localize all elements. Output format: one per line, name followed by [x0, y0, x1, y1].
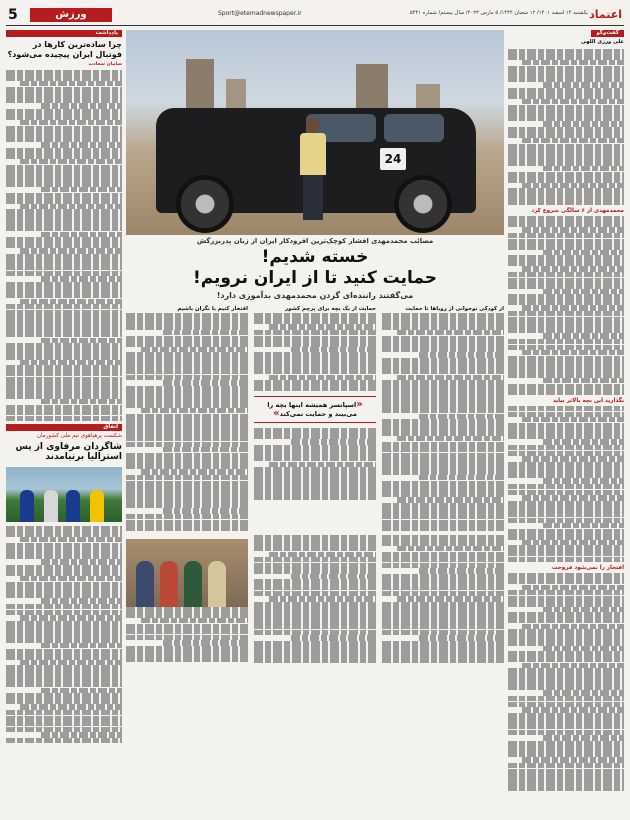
story-col-1 — [382, 304, 504, 531]
story-kicker: مصائب محمدمهدی افشار کوچک‌ترین افرودکار ایران از زبان پدربزرگش — [196, 237, 434, 245]
interview-author: علی ورزی اللهی — [581, 39, 624, 46]
dateline: یکشنبه ۱۴ اسفند ۱۴۰۱/ ۱۲ شعبان ۱۴۴۴/ ۵ مارس ۲۰۲۳/ سال بیستم/ شماره ۵۴۴۱ — [409, 10, 588, 16]
note-tag: یادداشت — [6, 30, 122, 37]
interview-tag-row — [508, 30, 624, 37]
events-kicker: شکست پرهیاهوی تیم ملی کشورمان — [36, 433, 122, 440]
left-column — [6, 30, 122, 746]
story-subhead: می‌گفتند راننده‌ای گردن محمدمهدی بدآموزی دارد! — [216, 291, 414, 301]
main-photo — [126, 30, 504, 235]
interview-subhead-2: بگذارید این بچه بالاتر بیاید — [552, 397, 624, 404]
interview-body-3 — [508, 406, 624, 562]
note-body — [6, 70, 122, 421]
interview-subhead-3: افتخار را نمی‌شود فروخت — [551, 564, 624, 571]
interview-body-4 — [508, 573, 624, 790]
interview-body — [508, 49, 624, 205]
note-headline: چرا ساده‌ترین کارها در فوتبال ایران پیچیده می‌شود؟ — [7, 40, 122, 59]
kids-photo — [126, 539, 248, 607]
truck-number: 24 — [380, 148, 406, 170]
events-body — [6, 526, 122, 743]
page-number: 5 — [8, 7, 18, 23]
events-tag: اتفاق — [6, 424, 122, 431]
story-col-2 — [254, 304, 376, 531]
section-label: ورزش — [30, 8, 112, 22]
masthead — [6, 6, 624, 26]
newspaper-logo: اعتماد — [589, 8, 622, 21]
interview-subhead-1: محمدمهدی از ۶ سالگی شروع کرد — [531, 207, 624, 214]
interview-tag: گفت‌وگو — [591, 30, 624, 37]
story-lower — [126, 535, 504, 663]
right-column — [508, 30, 624, 794]
col-heading: از کودکی نوجوانی از رویاها تا حمایت — [405, 305, 504, 312]
pull-quote-text: اسپانسر همیشه اینها بچه را می‌بیند و حمایت نمی‌کند — [267, 401, 357, 418]
boy-figure — [298, 118, 328, 223]
pull-quote: «اسپانسر همیشه اینها بچه را می‌بیند و حمایت نمی‌کند» — [254, 396, 376, 423]
story-headline: خسته شدیم! — [261, 247, 369, 268]
story-headline-2: حمایت کنید تا از ایران نرویم! — [192, 268, 438, 289]
main-story — [126, 30, 504, 663]
football-photo — [6, 467, 122, 522]
col-heading: حمایت از یک بچه برای پرچم کشور — [285, 305, 376, 312]
story-columns — [126, 304, 504, 531]
events-headline: شاگردان مرفاوی از پس استرالیا برنیامدند — [15, 441, 122, 463]
col-heading: افتخار کنیم یا نگران باشیم — [177, 305, 248, 312]
section-email[interactable]: Sport@etemadnewspaper.ir — [218, 10, 302, 17]
story-col-3 — [126, 304, 248, 531]
note-byline: سامان سعادت — [88, 62, 122, 68]
interview-body-2 — [508, 216, 624, 394]
